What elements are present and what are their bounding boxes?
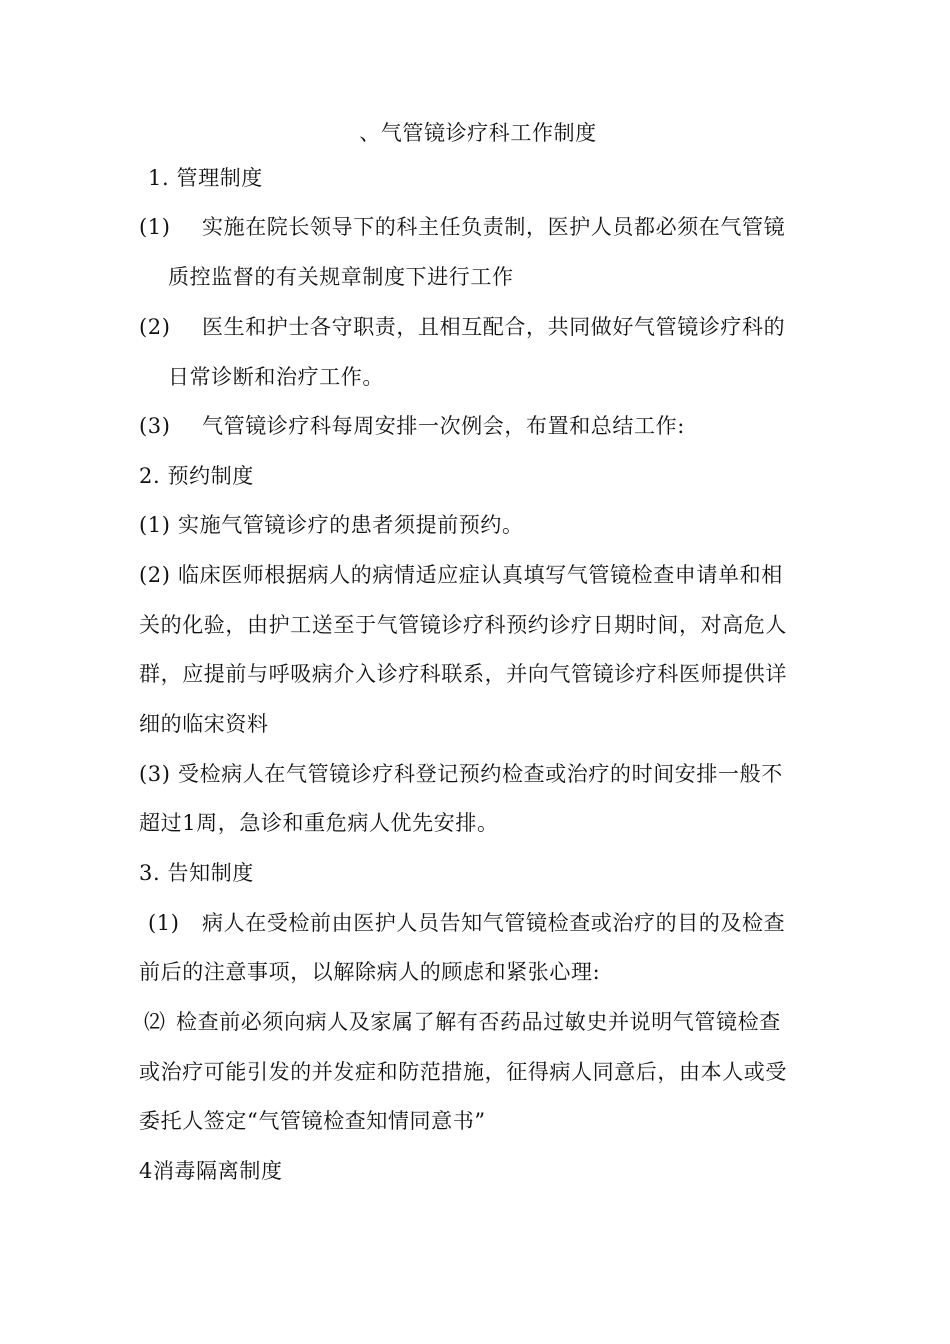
item-text-line: 日常诊断和治疗工作。 <box>168 365 384 389</box>
item-text-line: 临床医师根据病人的病情适应症认真填写气管镜检查申请单和相 <box>178 563 783 587</box>
item-number: (3) <box>139 762 171 786</box>
item-text-line: 关的化验，由护工送至于气管镜诊疗科预约诊疗日期时间，对高危人 <box>139 613 787 637</box>
item-text-line: 实施气管镜诊疗的患者须提前预约。 <box>178 513 524 537</box>
item-text-line: 质控监督的有关规章制度下进行工作 <box>168 265 514 289</box>
item-text-line: 或治疗可能引发的并发症和防范措施，征得病人同意后，由本人或受 <box>139 1060 787 1084</box>
item-text-line: 细的临宋资料 <box>139 712 269 736</box>
item-text-line: 前后的注意事项，以解除病人的顾虑和紧张心理: <box>139 960 601 984</box>
item-text-line: 委托人签定“气管镜检查知情同意书” <box>139 1109 486 1133</box>
document-title: 、气管镜诊疗科工作制度 <box>359 121 597 145</box>
item-text-line: 实施在院长领导下的科主任负责制，医护人员都必须在气管镜 <box>202 215 786 239</box>
item-text-line: 受检病人在气管镜诊疗科登记预约检查或治疗的时间安排一般不 <box>178 762 783 786</box>
item-number: (2) <box>139 315 171 339</box>
item-number: (1) <box>139 513 171 537</box>
item-number: (2) <box>139 563 171 587</box>
item-number: (3) <box>139 414 171 438</box>
item-text-line: 病人在受检前由医护人员告知气管镜检查或治疗的目的及检查 <box>202 911 786 935</box>
item-text-line: 医生和护士各守职责，且相互配合，共同做好气管镜诊疗科的 <box>202 315 786 339</box>
item-number: ⑵ <box>144 1010 166 1034</box>
section-heading-1: 1. 管理制度 <box>148 166 263 190</box>
item-text-line: 气管镜诊疗科每周安排一次例会，布置和总结工作: <box>202 414 685 438</box>
item-number: (1) <box>139 215 171 239</box>
item-text-line: 超过1周，急诊和重危病人优先安排。 <box>139 811 499 835</box>
item-text-line: 群，应提前与呼吸病介入诊疗科联系，并向气管镜诊疗科医师提供详 <box>139 662 787 686</box>
section-heading-4: 4消毒隔离制度 <box>139 1159 283 1183</box>
section-heading-3: 3. 告知制度 <box>139 861 254 885</box>
item-number: (1) <box>148 911 180 935</box>
item-text-line: 检查前必须向病人及家属了解有否药品过敏史并说明气管镜检查 <box>176 1010 781 1034</box>
section-heading-2: 2. 预约制度 <box>139 464 254 488</box>
